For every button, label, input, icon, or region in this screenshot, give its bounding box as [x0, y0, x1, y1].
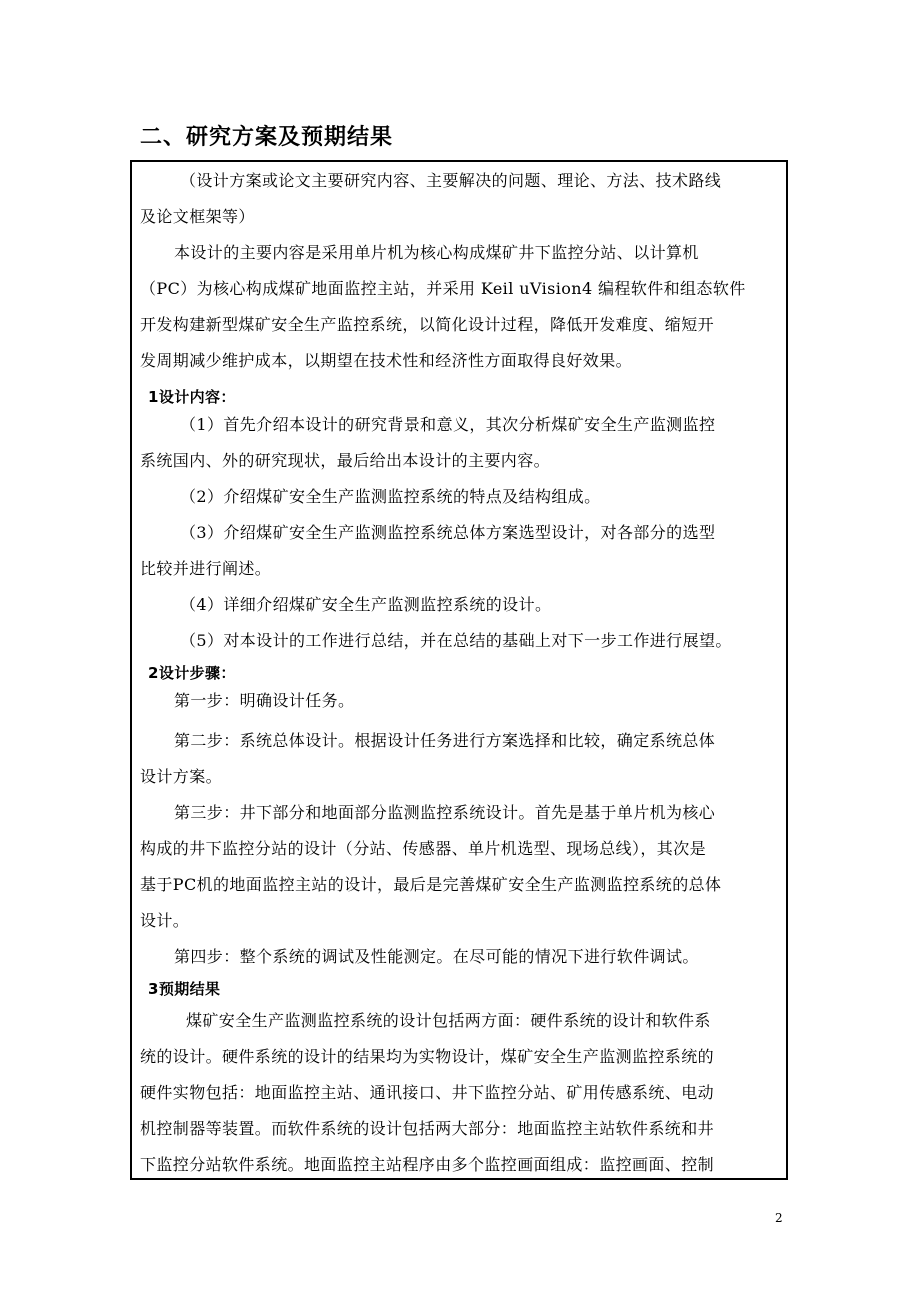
subsection-title: 2设计步骤： [148, 664, 236, 682]
text-line: 第二步：系统总体设计。根据设计任务进行方案选择和比较，确定系统总体 [174, 731, 716, 750]
text-line: （1）首先介绍本设计的研究背景和意义，其次分析煤矿安全生产监测监控 [180, 415, 716, 434]
text-line: 硬件实物包括：地面监控主站、通讯接口、井下监控分站、矿用传感系统、电动 [140, 1083, 715, 1102]
text-line: 煤矿安全生产监测监控系统的设计包括两方面：硬件系统的设计和软件系 [186, 1011, 711, 1030]
text-line: 构成的井下监控分站的设计（分站、传感器、单片机选型、现场总线），其次是 [140, 839, 707, 858]
text-line: 本设计的主要内容是采用单片机为核心构成煤矿井下监控分站、以计算机 [174, 243, 699, 262]
text-line: （设计方案或论文主要研究内容、主要解决的问题、理论、方法、技术路线 [180, 171, 722, 190]
text-line: 基于PC机的地面监控主站的设计，最后是完善煤矿安全生产监测监控系统的总体 [140, 875, 722, 894]
text-line: 设计方案。 [140, 767, 223, 786]
text-line: 第一步：明确设计任务。 [174, 691, 355, 710]
text-line: 系统国内、外的研究现状，最后给出本设计的主要内容。 [140, 451, 551, 470]
text-line: 比较并进行阐述。 [140, 559, 272, 578]
text-line: （5）对本设计的工作进行总结，并在总结的基础上对下一步工作进行展望。 [180, 631, 732, 650]
text-line: 第四步：整个系统的调试及性能测定。在尽可能的情况下进行软件调试。 [174, 947, 699, 966]
page-number: 2 [775, 1211, 783, 1225]
text-line: 统的设计。硬件系统的设计的结果均为实物设计，煤矿安全生产监测监控系统的 [140, 1047, 715, 1066]
text-line: 第三步：井下部分和地面部分监测监控系统设计。首先是基于单片机为核心 [174, 803, 716, 822]
text-line: （PC）为核心构成煤矿地面监控主站，并采用 Keil uVision4 编程软件和组态软件 [140, 279, 746, 298]
text-line: 设计。 [140, 911, 190, 930]
text-line: 开发构建新型煤矿安全生产监控系统，以简化设计过程，降低开发难度、缩短开 [140, 315, 715, 334]
text-line: （2）介绍煤矿安全生产监测监控系统的特点及结构组成。 [180, 487, 601, 506]
section-heading: 二、研究方案及预期结果 [140, 125, 394, 150]
text-line: （3）介绍煤矿安全生产监测监控系统总体方案选型设计，对各部分的选型 [180, 523, 716, 542]
text-line: 发周期减少维护成本，以期望在技术性和经济性方面取得良好效果。 [140, 351, 633, 370]
text-line: 下监控分站软件系统。地面监控主站程序由多个监控画面组成：监控画面、控制 [140, 1155, 715, 1174]
text-line: 机控制器等装置。而软件系统的设计包括两大部分：地面监控主站软件系统和井 [140, 1119, 715, 1138]
subsection-title: 3预期结果 [148, 980, 221, 998]
text-line: 及论文框架等） [140, 207, 255, 226]
subsection-title: 1设计内容： [148, 388, 236, 406]
text-line: （4）详细介绍煤矿安全生产监测监控系统的设计。 [180, 595, 552, 614]
